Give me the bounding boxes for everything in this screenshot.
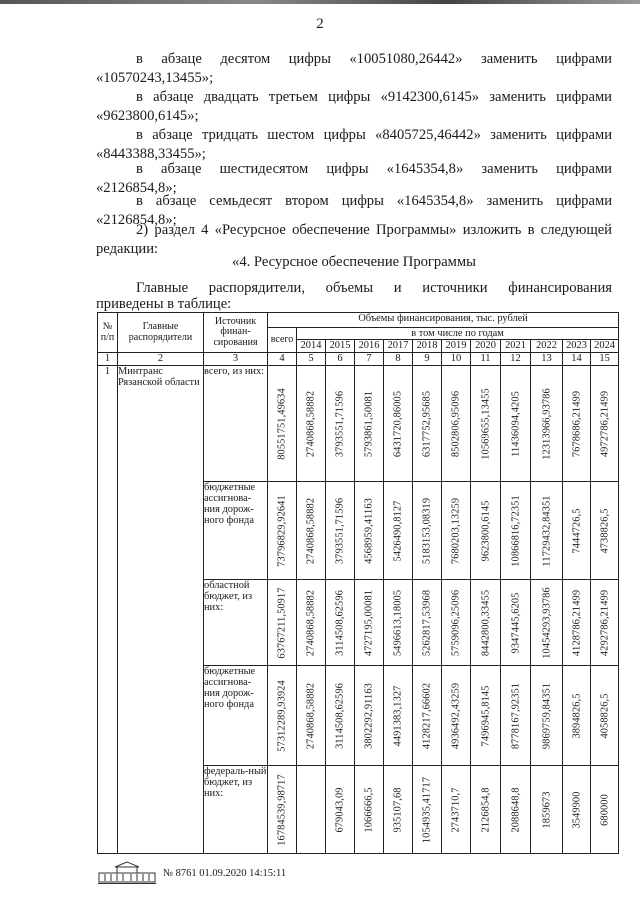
year-value-cell xyxy=(531,666,563,766)
year-value-cell xyxy=(297,482,326,580)
cell-value: 7680203,13259 xyxy=(450,497,462,564)
column-number: 4 xyxy=(268,353,297,366)
column-number: 7 xyxy=(355,353,384,366)
cell-value: 5793861,50081 xyxy=(363,390,375,457)
cell-value: 1859673 xyxy=(541,790,552,829)
cell-value: 4128217,66602 xyxy=(421,682,433,749)
paragraph-line: «8443388,33455»; xyxy=(96,146,206,162)
year-2024: 2024 xyxy=(591,340,619,353)
cell-value: 57312289,93924 xyxy=(276,679,288,752)
year-value-cell xyxy=(442,366,471,482)
cell-value: 5759096,25096 xyxy=(450,589,462,656)
year-value-cell xyxy=(531,366,563,482)
cell-value: 4058826,5 xyxy=(599,692,611,739)
header-volumes: Объемы финансирования, тыс. рублей xyxy=(268,313,619,328)
manager-name: Минтранс Рязанской области xyxy=(118,366,204,854)
row-number: 1 xyxy=(98,366,118,854)
column-number-row xyxy=(98,353,619,366)
cell-value: 10569655,13455 xyxy=(480,387,491,460)
cell-value: 679043,09 xyxy=(334,786,346,833)
cell-value: 2740868,58882 xyxy=(305,682,317,749)
cell-value: 4292786,21499 xyxy=(599,589,611,656)
cell-value: 4128786,21499 xyxy=(571,589,582,656)
funding-table xyxy=(97,312,619,854)
cell-value: 8778167,92351 xyxy=(510,682,521,749)
paragraph-line: в абзаце десятом цифры «10051080,26442» заменить цифрами xyxy=(136,51,612,67)
header-source: Источник финан-сирования xyxy=(204,313,268,353)
paragraph-line: в абзаце шестидесятом цифры «1645354,8» заменить цифрами xyxy=(136,161,612,177)
year-value-cell xyxy=(591,580,619,666)
column-number: 10 xyxy=(442,353,471,366)
paragraph-line: «2126854,8»; xyxy=(96,180,177,196)
year-value-cell xyxy=(355,666,384,766)
table-row xyxy=(98,366,619,482)
year-value-cell xyxy=(326,766,355,854)
cell-value: 8442800,33455 xyxy=(480,589,491,656)
cell-value: 2088648,8 xyxy=(510,786,521,833)
paragraph-line: «9623800,6145»; xyxy=(96,108,199,124)
column-number: 6 xyxy=(326,353,355,366)
year-2019: 2019 xyxy=(442,340,471,353)
year-value-cell xyxy=(471,766,501,854)
cell-value: 5262817,53968 xyxy=(421,589,433,656)
scan-top-edge xyxy=(0,0,640,4)
year-value-cell xyxy=(413,666,442,766)
cell-value: 4568959,41163 xyxy=(363,497,375,564)
document-footer xyxy=(97,860,286,886)
header-total: всего xyxy=(268,328,297,353)
year-value-cell xyxy=(297,366,326,482)
year-value-cell xyxy=(531,766,563,854)
year-value-cell xyxy=(471,482,501,580)
year-2018: 2018 xyxy=(413,340,442,353)
cell-value: 8502806,95096 xyxy=(450,390,462,457)
column-number: 13 xyxy=(531,353,563,366)
amendment-paragraph-3 xyxy=(96,126,612,164)
year-value-cell xyxy=(297,666,326,766)
year-2023: 2023 xyxy=(563,340,591,353)
year-value-cell xyxy=(531,580,563,666)
total-cell xyxy=(268,666,297,766)
header-managers: Главные распорядители xyxy=(118,313,204,353)
cell-value: 7496945,8145 xyxy=(480,685,491,746)
year-value-cell xyxy=(591,366,619,482)
paragraph-line: «2126854,8»; xyxy=(96,212,177,228)
year-value-cell xyxy=(326,366,355,482)
funding-source: федераль-ный бюджет, из них: xyxy=(204,766,268,854)
year-2021: 2021 xyxy=(501,340,531,353)
intro-line: Главные распорядители, объемы и источники финансирования xyxy=(136,280,612,296)
year-value-cell xyxy=(355,482,384,580)
year-value-cell xyxy=(531,482,563,580)
cell-value: 3894826,5 xyxy=(571,692,582,739)
column-number: 1 xyxy=(98,353,118,366)
cell-value: 4738826,5 xyxy=(599,507,611,554)
column-number: 15 xyxy=(591,353,619,366)
cell-value: 4972786,21499 xyxy=(599,390,611,457)
amendment-paragraph-1 xyxy=(96,50,612,88)
year-value-cell xyxy=(384,482,413,580)
cell-value: 16784539,98717 xyxy=(276,773,288,846)
cell-value: 5496613,18005 xyxy=(392,589,404,656)
paragraph-line: редакции: xyxy=(96,241,159,257)
cell-value: 3549900 xyxy=(571,790,582,829)
year-value-cell xyxy=(413,482,442,580)
cell-value: 3793551,71596 xyxy=(334,497,346,564)
year-value-cell xyxy=(563,666,591,766)
funding-source: областной бюджет, из них: xyxy=(204,580,268,666)
total-cell xyxy=(268,482,297,580)
year-value-cell xyxy=(384,666,413,766)
year-value-cell xyxy=(471,666,501,766)
year-2022: 2022 xyxy=(531,340,563,353)
cell-value: 4727195,00081 xyxy=(363,589,375,656)
cell-value: 2126854,8 xyxy=(480,786,491,833)
year-2014: 2014 xyxy=(297,340,326,353)
total-cell xyxy=(268,580,297,666)
year-value-cell xyxy=(297,580,326,666)
cell-value: 5183153,08319 xyxy=(421,497,433,564)
cell-value: 10454293,93786 xyxy=(541,586,552,659)
funding-table-body xyxy=(98,366,619,854)
year-value-cell xyxy=(501,766,531,854)
year-value-cell xyxy=(413,766,442,854)
paragraph-line: в абзаце двадцать третьем цифры «9142300,6145» заменить цифрами xyxy=(136,89,612,105)
year-value-cell xyxy=(501,666,531,766)
year-value-cell xyxy=(442,766,471,854)
cell-value: 2743710,7 xyxy=(450,786,462,833)
year-2017: 2017 xyxy=(384,340,413,353)
cell-value: 5426490,8127 xyxy=(392,500,404,561)
cell-value: 4936492,43259 xyxy=(450,682,462,749)
cell-value: 2740868,58882 xyxy=(305,497,317,564)
cell-value: 680000 xyxy=(599,793,611,826)
year-value-cell xyxy=(384,580,413,666)
cell-value: 3793551,71596 xyxy=(334,390,346,457)
year-value-cell xyxy=(355,580,384,666)
year-2016: 2016 xyxy=(355,340,384,353)
cell-value: 2740868,58882 xyxy=(305,589,317,656)
cell-value: 1054935,41717 xyxy=(421,776,433,843)
year-value-cell xyxy=(563,580,591,666)
year-value-cell xyxy=(501,580,531,666)
cell-value: 10866816,72351 xyxy=(510,494,521,567)
year-value-cell xyxy=(501,482,531,580)
cell-value: 11436094,4205 xyxy=(510,390,521,457)
year-value-cell xyxy=(355,766,384,854)
funding-source: бюджетные ассигнова-ния дорож-ного фонда xyxy=(204,482,268,580)
year-value-cell xyxy=(384,766,413,854)
paragraph-line: в абзаце семьдесят втором цифры «1645354,8» заменить цифрами xyxy=(136,193,612,209)
funding-source: бюджетные ассигнова-ния дорож-ного фонда xyxy=(204,666,268,766)
year-value-cell xyxy=(591,666,619,766)
cell-value: 935107,68 xyxy=(392,786,404,833)
column-number: 12 xyxy=(501,353,531,366)
cell-value: 80551751,49634 xyxy=(276,387,288,460)
year-value-cell xyxy=(326,580,355,666)
paragraph-line: 2) раздел 4 «Ресурсное обеспечение Программы» изложить в следующей xyxy=(136,222,612,238)
registration-stamp: № 8761 01.09.2020 14:15:11 xyxy=(163,867,287,879)
page-number: 2 xyxy=(316,16,324,32)
cell-value: 11729432,84351 xyxy=(541,494,552,567)
cell-value: 12313966,93786 xyxy=(541,387,552,460)
year-value-cell xyxy=(413,366,442,482)
year-value-cell xyxy=(355,366,384,482)
column-number: 11 xyxy=(471,353,501,366)
year-2015: 2015 xyxy=(326,340,355,353)
year-value-cell xyxy=(563,366,591,482)
cell-value: 1066666,5 xyxy=(363,786,375,833)
column-number: 8 xyxy=(384,353,413,366)
cell-value: 73796829,92641 xyxy=(276,494,288,567)
year-value-cell xyxy=(413,580,442,666)
table-intro xyxy=(96,280,612,312)
year-value-cell xyxy=(384,366,413,482)
intro-line: приведены в таблице: xyxy=(96,296,232,312)
column-number: 3 xyxy=(204,353,268,366)
cell-value: 3114508,62596 xyxy=(334,589,346,656)
cell-value: 6431720,86005 xyxy=(392,390,404,457)
building-logo-icon xyxy=(97,861,157,885)
section-title: «4. Ресурсное обеспечение Программы xyxy=(232,254,476,270)
cell-value: 9869759,84351 xyxy=(541,682,552,749)
year-value-cell xyxy=(563,482,591,580)
cell-value: 6317752,95685 xyxy=(421,390,433,457)
column-number: 5 xyxy=(297,353,326,366)
year-value-cell xyxy=(591,766,619,854)
year-2020: 2020 xyxy=(471,340,501,353)
year-value-cell xyxy=(326,482,355,580)
year-value-cell xyxy=(591,482,619,580)
cell-value: 7444726,5 xyxy=(571,507,582,554)
year-value-cell xyxy=(471,580,501,666)
column-number: 9 xyxy=(413,353,442,366)
year-value-cell xyxy=(471,366,501,482)
year-value-cell xyxy=(501,366,531,482)
cell-value: 63767211,50917 xyxy=(276,586,288,659)
header-by-year: в том числе по годам xyxy=(297,328,619,340)
column-number: 14 xyxy=(563,353,591,366)
amendment-paragraph-2 xyxy=(96,88,612,126)
funding-source: всего, из них: xyxy=(204,366,268,482)
total-cell xyxy=(268,766,297,854)
cell-value: 3802292,91163 xyxy=(363,682,375,749)
year-value-cell xyxy=(442,580,471,666)
column-number: 2 xyxy=(118,353,204,366)
year-value-cell xyxy=(563,766,591,854)
year-value-cell xyxy=(442,666,471,766)
year-value-cell xyxy=(442,482,471,580)
cell-value: 3114508,62596 xyxy=(334,682,346,749)
cell-value: 2740868,58882 xyxy=(305,390,317,457)
paragraph-line: «10570243,13455»; xyxy=(96,70,214,86)
cell-value: 9347445,6205 xyxy=(510,592,521,653)
total-cell xyxy=(268,366,297,482)
paragraph-line: в абзаце тридцать шестом цифры «8405725,46442» заменить цифрами xyxy=(136,127,612,143)
cell-value: 4491383,1327 xyxy=(392,685,404,746)
cell-value: 9623800,6145 xyxy=(480,500,491,561)
header-num: № п/п xyxy=(98,313,118,353)
cell-value: 7678686,21499 xyxy=(571,390,582,457)
year-value-cell xyxy=(297,766,326,854)
year-value-cell xyxy=(326,666,355,766)
